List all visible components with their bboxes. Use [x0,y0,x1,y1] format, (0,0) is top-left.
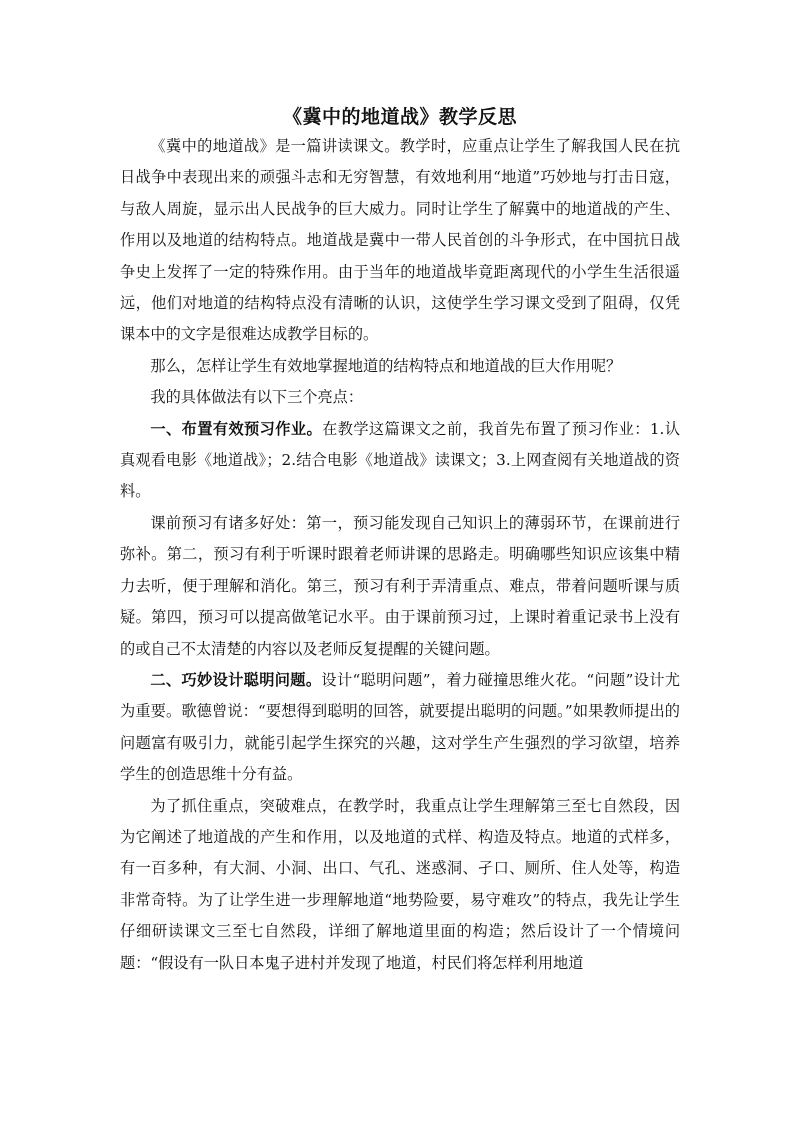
paragraph-teaching-focus [120,791,680,979]
document-body [120,103,680,979]
section-heading: 二、巧妙设计聪明问题。 [150,670,322,689]
paragraph-intro [120,131,680,351]
paragraph-section-one [120,414,680,508]
paragraph-section-two [120,665,680,791]
paragraph-text: 课前预习有诸多好处：第一，预习能发现自己知识上的薄弱环节，在课前进行弥补。第二，预习有利于听课时跟着老师讲课的思路走。明确哪些知识应该集中精力去听，便于理解和消化。第三，预习有利于弄清重点、难点，带着问题听课与质疑。第四，预习可以提高做笔记水平。由于课前预习过，上课时着重记录书上没有的或自己不太清楚的内容以及老师反复提醒的关键问题。 [120,513,680,658]
paragraph-preview-benefits [120,508,680,665]
section-heading: 一、布置有效预习作业。 [150,419,323,438]
paragraph-text: 我的具体做法有以下三个亮点： [150,388,364,407]
paragraph-text: 那么，怎样让学生有效地掌握地道的结构特点和地道战的巨大作用呢？ [150,356,622,375]
paragraph-text: 为了抓住重点，突破难点，在教学时，我重点让学生理解第三至七自然段，因为它阐述了地道战的产生和作用，以及地道的式样、构造及特点。地道的式样多，有一百多种，有大洞、小洞、出口、气孔、迷惑洞、孑口、厕所、住人处等，构造非常奇特。为了让学生进一步理解地道“地势险要，易守难攻”的特点，我先让学生仔细研读课文三至七自然段，详细了解地道里面的构造；然后设计了一个情境问题：“假设有一队日本鬼子进村并发现了地道，村民们将怎样利用地道 [120,796,680,972]
paragraph-highlights-intro [120,382,680,413]
paragraph-text: 在教学这篇课文之前，我首先布置了预习作业：1.认真观看电影《地道战》；2.结合电影《地道战》读课文；3.上网查阅有关地道战的资料。 [120,419,680,501]
paragraph-text: 设计“聪明问题”，着力碰撞思维火花。“问题”设计尤为重要。歌德曾说：“要想得到聪明的回答，就要提出聪明的问题。”如果教师提出的问题富有吸引力，就能引起学生探究的兴趣，这对学生产生强烈的学习欲望，培养学生的创造思维十分有益。 [120,670,681,784]
document-title: 《冀中的地道战》教学反思 [282,106,517,128]
paragraph-text: 《冀中的地道战》是一篇讲读课文。教学时，应重点让学生了解我国人民在抗日战争中表现出来的顽强斗志和无穷智慧，有效地利用“地道”巧妙地与打击日寇，与敌人周旋，显示出人民战争的巨大威力。同时让学生了解冀中的地道战的产生、作用以及地道的结构特点。地道战是冀中一带人民首创的斗争形式，在中国抗日战争史上发挥了一定的特殊作用。由于当年的地道战毕竟距离现代的小学生生活很遥远，他们对地道的结构特点没有清晰的认识，这使学生学习课文受到了阻碍，仅凭课本中的文字是很难达成教学目标的。 [120,137,680,344]
paragraph-question [120,351,680,382]
